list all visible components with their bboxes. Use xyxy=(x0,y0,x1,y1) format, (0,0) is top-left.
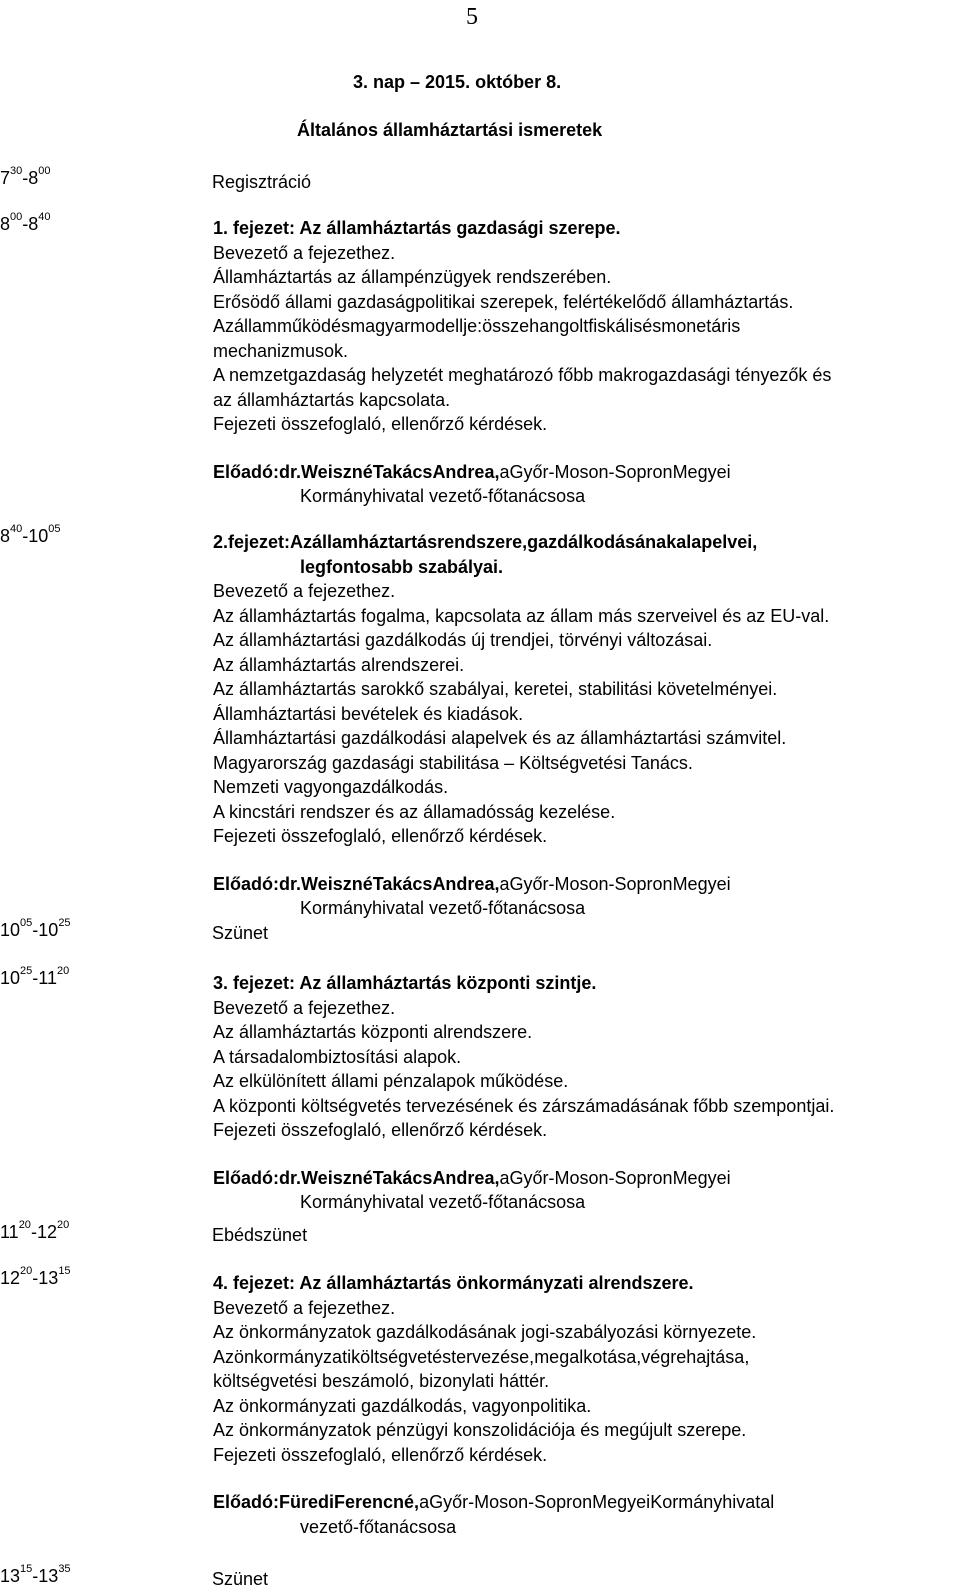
time-slot-4: $10^{25}-11^{20}$ xyxy=(0,965,70,988)
list-item: A kincstári rendszer és az államadósság kezelése. xyxy=(213,801,616,822)
list-item: mechanizmusok. xyxy=(213,340,349,361)
list-item: az államháztartás kapcsolata. xyxy=(213,389,451,410)
list-item: Az önkormányzati gazdálkodás, vagyonpolitika. xyxy=(213,1395,592,1416)
break-label-2: Szünet xyxy=(212,1569,269,1589)
time-slot-3: $10^{05}-10^{25}$ xyxy=(0,917,71,940)
day-heading: 3. nap – 2015. október 8. xyxy=(353,72,562,92)
list-item: Az önkormányzatok pénzügyi konszolidációja és megújult szerepe. xyxy=(213,1420,747,1440)
speaker-line: Előadó:FürediFerencné,aGyőr-Moson-SopronMegyeiKormányhivatal xyxy=(213,1492,775,1512)
list-item: Bevezető a fejezethez. xyxy=(213,1297,396,1318)
list-item: Fejezeti összefoglaló, ellenőrző kérdések. xyxy=(213,414,548,434)
time-slot-1: $8^{00}-8^{40}$ xyxy=(0,211,51,234)
list-item: Fejezeti összefoglaló, ellenőrző kérdések. xyxy=(213,1120,548,1140)
speaker-line: Előadó:dr.WeisznéTakácsAndrea,aGyőr-Moson-SopronMegyei xyxy=(213,1167,731,1188)
chapter-title-cont: legfontosabb szabályai. xyxy=(300,556,504,577)
list-item: Államháztartás az állampénzügyek rendszerében. xyxy=(213,267,612,287)
time-slot-5: $11^{20}-12^{20}$ xyxy=(0,1219,70,1242)
speaker-line: Előadó:dr.WeisznéTakácsAndrea,aGyőr-Moson-SopronMegyei xyxy=(213,873,731,894)
chapter-title: 4. fejezet: Az államháztartás önkormányzati alrendszere. xyxy=(213,1273,694,1293)
chapter-3-block xyxy=(213,971,948,1215)
list-item: Az államháztartás sarokkő szabályai, keretei, stabilitási követelményei. xyxy=(213,679,778,699)
chapter-4-block xyxy=(213,1271,948,1539)
list-item: Bevezető a fejezethez. xyxy=(213,997,396,1018)
time-slot-2: $8^{40}-10^{05}$ xyxy=(0,523,61,546)
list-item: Az államháztartás alrendszerei. xyxy=(213,654,465,675)
list-item: A központi költségvetés tervezésének és zárszámadásának főbb szempontjai. xyxy=(213,1095,835,1116)
list-item: Erősödő állami gazdaságpolitikai szerepek, felértékelődő államháztartás. xyxy=(213,291,794,312)
break-label: Szünet xyxy=(212,923,269,943)
list-item: Az önkormányzatok gazdálkodásának jogi-szabályozási környezete. xyxy=(213,1322,757,1342)
list-item: A nemzetgazdaság helyzetét meghatározó főbb makrogazdasági tényezők és xyxy=(213,365,832,385)
list-item: Nemzeti vagyongazdálkodás. xyxy=(213,777,449,797)
list-item: Azönkormányzatiköltségvetéstervezése,megalkotása,végrehajtása, xyxy=(213,1346,750,1367)
speaker-title: Kormányhivatal vezető-főtanácsosa xyxy=(300,898,586,918)
subject-heading: Általános államháztartási ismeretek xyxy=(297,120,603,140)
chapter-title: 3. fejezet: Az államháztartás központi szintje. xyxy=(213,973,597,993)
list-item: Bevezető a fejezethez. xyxy=(213,242,396,263)
list-item: költségvetési beszámoló, bizonylati háttér. xyxy=(213,1371,550,1391)
list-item: Államháztartási gazdálkodási alapelvek és az államháztartási számvitel. xyxy=(213,728,787,748)
list-item: Fejezeti összefoglaló, ellenőrző kérdések. xyxy=(213,826,548,846)
list-item: Fejezeti összefoglaló, ellenőrző kérdések. xyxy=(213,1444,548,1465)
chapter-title: 2.fejezet:Azállamháztartásrendszere,gazdálkodásánakalapelvei, xyxy=(213,532,758,552)
speaker-title: vezető-főtanácsosa xyxy=(300,1516,457,1537)
time-slot-6: $12^{20}-13^{15}$ xyxy=(0,1265,71,1288)
speaker-line: Előadó:dr.WeisznéTakácsAndrea,aGyőr-Moson-SopronMegyei xyxy=(213,461,731,482)
list-item: Az államháztartás központi alrendszere. xyxy=(213,1022,533,1042)
list-item: Azállamműködésmagyarmodellje:összehangoltfiskálisésmonetáris xyxy=(213,316,741,336)
speaker-title: Kormányhivatal vezető-főtanácsosa xyxy=(300,486,586,506)
list-item: Az elkülönített állami pénzalapok működése. xyxy=(213,1071,569,1091)
chapter-title: 1. fejezet: Az államháztartás gazdasági szerepe. xyxy=(213,218,621,238)
registration-label: Regisztráció xyxy=(212,172,312,192)
list-item: Bevezető a fejezethez. xyxy=(213,581,396,601)
list-item: Magyarország gazdasági stabilitása – Költségvetési Tanács. xyxy=(213,752,693,773)
time-slot-7: $13^{15}-13^{35}$ xyxy=(0,1563,71,1586)
list-item: Az államháztartás fogalma, kapcsolata az állam más szerveivel és az EU-val. xyxy=(213,605,830,626)
time-slot-0: $7^{30}-8^{00}$ xyxy=(0,165,51,188)
list-item: A társadalombiztosítási alapok. xyxy=(213,1046,462,1067)
speaker-title: Kormányhivatal vezető-főtanácsosa xyxy=(300,1192,586,1212)
list-item: Az államháztartási gazdálkodás új trendjei, törvényi változásai. xyxy=(213,630,713,650)
lunch-label: Ebédszünet xyxy=(212,1225,308,1245)
list-item: Államháztartási bevételek és kiadások. xyxy=(213,703,524,724)
page-number: 5 xyxy=(466,4,478,30)
chapter-2-block xyxy=(213,530,948,921)
chapter-1-block xyxy=(213,216,948,509)
